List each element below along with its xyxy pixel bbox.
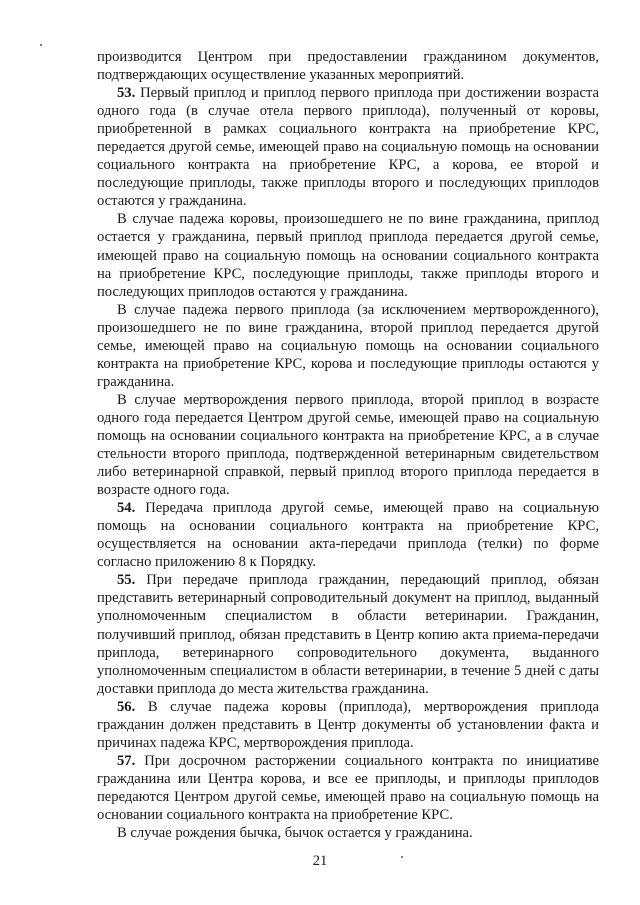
paragraph-text: При досрочном расторжении социального контракта по инициативе гражданина или Центра корова, и все ее приплоды, и приплоды приплодов передаются Центром другой семье, имеющей право на социальную помощь на основании социального контракта на приобретение КРС. bbox=[97, 752, 599, 823]
document-body bbox=[97, 48, 599, 842]
paragraph-text: В случае падежа коровы (приплода), мертворождения приплода гражданин должен представить в Центр документы об установлении факта и причинах падежа КРС, мертворождения приплода. bbox=[97, 698, 599, 751]
clause-number: 56. bbox=[117, 698, 136, 715]
paragraph-0 bbox=[97, 48, 599, 84]
page-number: 21 bbox=[312, 853, 328, 869]
paragraph-text: В случае рождения бычка, бычок остается у гражданина. bbox=[117, 825, 473, 842]
paragraph-3 bbox=[97, 301, 599, 391]
paragraph-7 bbox=[97, 698, 599, 752]
scan-speck bbox=[40, 44, 42, 46]
paragraph-5 bbox=[97, 499, 599, 571]
clause-number: 55. bbox=[117, 572, 136, 589]
paragraph-4 bbox=[97, 391, 599, 499]
clause-number: 53. bbox=[117, 85, 136, 102]
paragraph-text: При передаче приплода гражданин, передающий приплод, обязан представить ветеринарный сопроводительный документ на приплод, выданный уполномоченным специалистом в области ветеринарии. Гражданин, получивший приплод, обязан представить в Центр копию акта приема-передачи приплода, ветеринарного сопроводительного документа, выданного уполномоченным специалистом в области ветеринарии, в течение 5 дней с даты доставки приплода до места жительства гражданина. bbox=[97, 572, 599, 697]
paragraph-8 bbox=[97, 752, 599, 824]
paragraph-text: Передача приплода другой семье, имеющей право на социальную помощь на основании социального контракта на приобретение КРС, осуществляется на основании акта-передачи приплода (телки) по форме согласно приложению 8 к Порядку. bbox=[97, 500, 599, 571]
paragraph-text: производится Центром при предоставлении гражданином документов, подтверждающих осуществление указанных мероприятий. bbox=[97, 49, 599, 84]
paragraph-1 bbox=[97, 84, 599, 210]
paragraph-6 bbox=[97, 571, 599, 697]
paragraph-9 bbox=[97, 824, 599, 842]
paragraph-text: В случае падежа первого приплода (за исключением мертворожденного), произошедшего не по вине гражданина, второй приплод передается другой семье, имеющей право на социальную помощь на основании социального контракта на приобретение КРС, корова и последующие приплоды остаются у гражданина. bbox=[97, 301, 599, 390]
paragraph-text: В случае мертворождения первого приплода, второй приплод в возрасте одного года передается Центром другой семье, имеющей право на социальную помощь на основании социального контракта на приобретение КРС, а в случае стельности второго приплода, подтвержденной ветеринарным свидетельством либо ветеринарной справкой, первый приплод второго приплода передается в возрасте одного года. bbox=[97, 391, 599, 499]
paragraph-text: В случае падежа коровы, произошедшего не по вине гражданина, приплод остается у гражданина, первый приплод приплода передается другой семье, имеющей право на социальную помощь на основании социального контракта на приобретение КРС, последующие приплоды, также приплоды второго и последующих приплодов остаются у гражданина. bbox=[97, 211, 599, 300]
clause-number: 57. bbox=[117, 752, 136, 769]
clause-number: 54. bbox=[117, 500, 136, 517]
paragraph-text: Первый приплод и приплод первого приплода при достижении возраста одного года (в случае отела первого приплода), полученный от коровы, приобретенной в рамках социального контракта на приобретение КРС, передается другой семье, имеющей право на социальную помощь на основании социального контракта на приобретение КРС, а корова, ее второй и последующие приплоды, также приплоды второго и последующих приплодов остаются у гражданина. bbox=[97, 85, 599, 210]
paragraph-2 bbox=[97, 210, 599, 300]
